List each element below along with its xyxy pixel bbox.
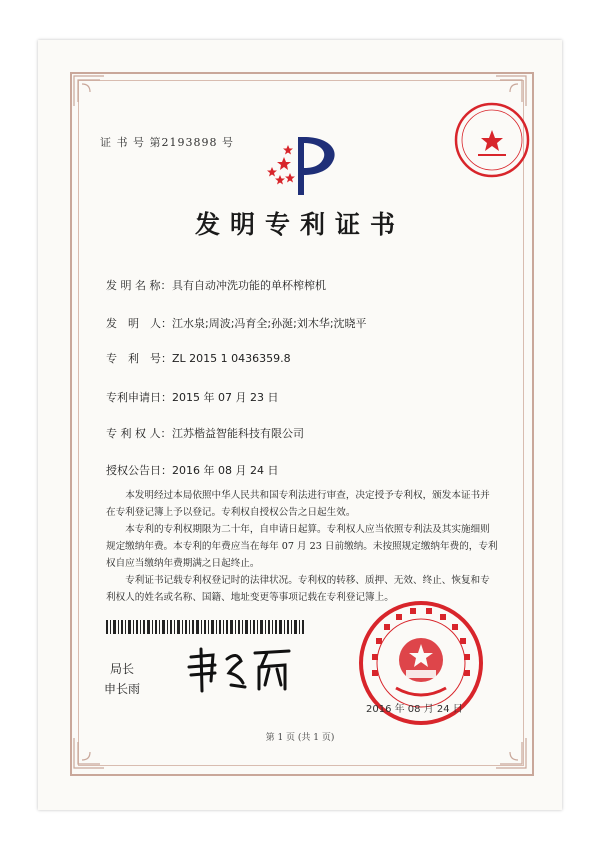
invention-name-value: 具有自动冲洗功能的单杯榨榨机 xyxy=(172,279,326,292)
patentee-field xyxy=(106,425,304,441)
certificate-body xyxy=(106,487,498,606)
patent-number-label: 专 利 号： xyxy=(106,352,172,365)
application-date-label: 专利申请日： xyxy=(106,391,172,404)
application-date-value: 2015 年 07 月 23 日 xyxy=(172,391,279,404)
patentee-label: 专 利 权 人： xyxy=(106,427,172,440)
certificate-number: 证 书 号 第2193898 号 xyxy=(100,136,234,149)
certificate-title: 发明专利证书 xyxy=(194,210,405,239)
grant-date-label: 授权公告日： xyxy=(106,464,172,477)
grant-date-value: 2016 年 08 月 24 日 xyxy=(172,464,279,477)
patent-number-value: ZL 2015 1 0436359.8 xyxy=(172,352,291,365)
body-paragraph: 本专利的专利权期限为二十年，自申请日起算。专利权人应当依照专利法及其实施细则规定缴纳年费。本专利的年费应当在每年 07 月 23 日前缴纳。未按照规定缴纳年费的，专利权自应当缴纳年费期满之日起终止。 xyxy=(106,524,498,569)
page-footer: 第 1 页 (共 1 页) xyxy=(265,733,335,743)
signature-icon xyxy=(185,645,295,695)
patentee-value: 江苏楷益智能科技有限公司 xyxy=(172,427,304,440)
invention-name-label: 发 明 名 称： xyxy=(106,279,172,292)
inventors-value: 江水泉;周波;冯育全;孙涎;刘木华;沈晓平 xyxy=(172,317,367,330)
barcode-icon xyxy=(106,620,306,634)
agency-seal-icon xyxy=(452,100,532,180)
inventors-label: 发 明 人： xyxy=(106,317,172,330)
patent-office-logo-icon xyxy=(260,135,350,197)
director-name: 申长雨 xyxy=(104,682,141,696)
body-paragraph: 本发明经过本局依照中华人民共和国专利法进行审查，决定授予专利权，颁发本证书并在专利登记簿上予以登记。专利权自授权公告之日起生效。 xyxy=(106,490,490,518)
patent-number-field xyxy=(106,350,291,366)
corner-ornament-icon xyxy=(72,74,106,108)
body-paragraph: 专利证书记载专利权登记时的法律状况。专利权的转移、质押、无效、终止、恢复和专利权人的姓名或名称、国籍、地址变更等事项记载在专利登记簿上。 xyxy=(106,575,490,603)
inventors-field xyxy=(106,315,367,331)
seal-date: 2016 年 08 月 24 日 xyxy=(366,704,463,715)
application-date-field xyxy=(106,389,278,405)
grant-date-field xyxy=(106,462,278,478)
director-title: 局长 xyxy=(110,662,135,676)
invention-name-field xyxy=(106,277,326,293)
